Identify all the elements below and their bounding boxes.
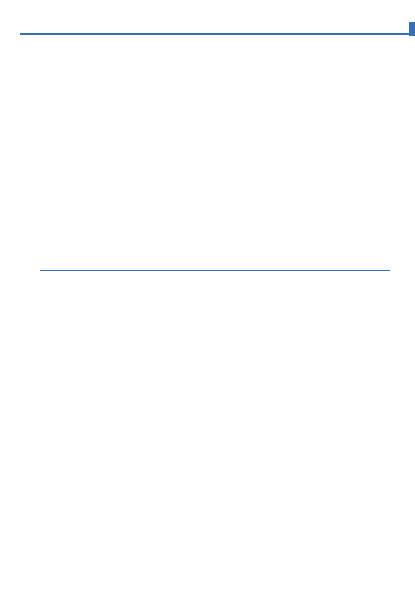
thumb-index-tab xyxy=(409,22,415,36)
header-rule xyxy=(20,33,415,35)
page-header xyxy=(40,14,385,30)
section-rule xyxy=(40,270,390,271)
